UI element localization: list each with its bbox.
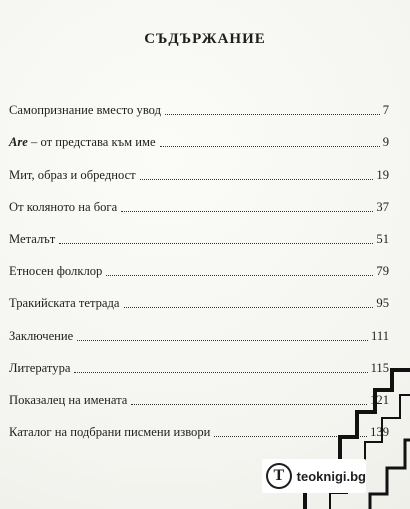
toc-entry: [9, 183, 389, 215]
toc-entry-title: Заключение: [9, 328, 74, 343]
toc-leader-dots: [74, 372, 367, 373]
toc-entry-title: От колянoто на бога: [9, 199, 118, 214]
toc-entry: [9, 247, 389, 279]
toc-entry-page: 95: [376, 296, 389, 311]
toc-entry: [9, 376, 389, 408]
toc-entry: [9, 408, 389, 440]
book-t-logo-icon: T: [266, 463, 292, 489]
toc-entry-title: Литература: [9, 360, 71, 375]
watermark-logo: [262, 459, 366, 493]
toc-leader-dots: [160, 146, 380, 147]
toc-entry-page: 115: [370, 360, 389, 375]
toc-entry-title: [9, 135, 156, 150]
toc-entry-page: 139: [370, 425, 389, 440]
toc-entry: [9, 344, 389, 376]
toc-entry-page: 9: [382, 135, 389, 150]
toc-entry: [9, 311, 389, 343]
table-of-contents: [9, 86, 389, 440]
toc-entry: [9, 118, 389, 150]
toc-entry: [9, 215, 389, 247]
toc-leader-dots: [131, 404, 367, 405]
toc-leader-dots: [121, 211, 373, 212]
toc-leader-dots: [165, 114, 380, 115]
page-title: СЪДЪРЖАНИЕ: [144, 31, 266, 47]
toc-leader-dots: [140, 179, 374, 180]
toc-entry: [9, 150, 389, 182]
toc-leader-dots: [214, 436, 367, 437]
watermark-site-name: teoknigi.bg: [296, 468, 366, 484]
toc-entry-page: 121: [370, 392, 389, 407]
toc-entry-title-emphasis: Are: [9, 135, 28, 150]
toc-entry-page: 19: [376, 167, 389, 182]
toc-leader-dots: [59, 243, 373, 244]
toc-entry-title: Показалец на имената: [9, 392, 128, 407]
toc-leader-dots: [124, 307, 374, 308]
toc-entry: [9, 279, 389, 311]
toc-entry-title: Етносен фолклор: [9, 264, 103, 279]
toc-entry-page: 79: [376, 264, 389, 279]
toc-entry-page: 111: [371, 328, 389, 343]
toc-entry-title: Тракийската тетрада: [9, 296, 120, 311]
toc-entry-page: 37: [376, 199, 389, 214]
toc-entry-title: Самопризнание вместо увод: [9, 103, 162, 118]
toc-entry-page: 7: [382, 103, 389, 118]
toc-leader-dots: [106, 275, 373, 276]
toc-leader-dots: [77, 340, 368, 341]
toc-entry-title: Металът: [9, 231, 56, 246]
toc-entry: [9, 86, 389, 118]
toc-entry-page: 51: [376, 231, 389, 246]
toc-entry-title-rest: – от представа към име: [31, 135, 156, 150]
toc-entry-title: Мит, образ и обредност: [9, 167, 136, 182]
toc-entry-title: Каталог на подбрани писмени извори: [9, 425, 211, 440]
